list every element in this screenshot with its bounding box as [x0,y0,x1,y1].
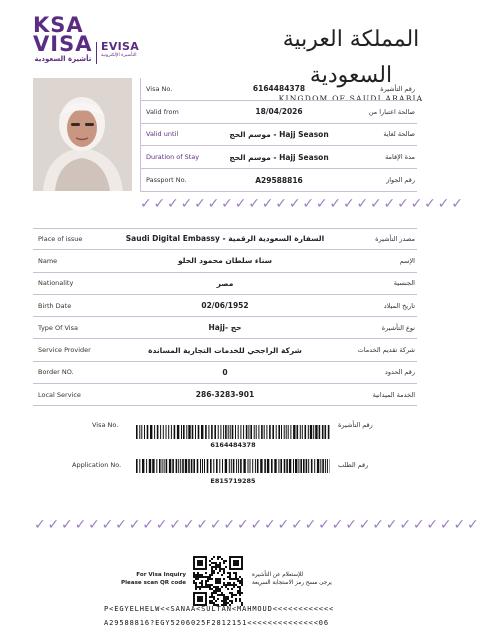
visa-detail-row [33,317,417,339]
detail-label-en: Type Of Visa [38,323,78,332]
visa-barcode [136,425,330,438]
detail-value: 02/06/1952 [201,301,249,311]
field-label-en: Valid until [146,130,179,139]
detail-value: شركة الراجحي للخدمات التجارية المساندة [148,345,302,355]
holder-photo [33,78,132,191]
field-label-en: Passport No. [146,176,187,185]
qr-instruction-ar [252,571,344,587]
application-barcode [136,459,330,472]
detail-label-ar: تاريخ الميلاد [383,301,415,310]
detail-label-ar: نوع التأشيرة [381,323,415,332]
detail-value: Hajj- حج [208,323,242,333]
detail-label-ar: الجنسية [393,279,415,288]
ksa-visa-logo [33,13,93,63]
visa-field-row [141,101,417,124]
logo-divider [96,42,97,64]
barcode-visa-label-ar: رقم التأشيرة [338,421,373,429]
field-label-ar: رقم الجواز [386,176,415,185]
detail-label-ar: الخدمة الميدانية [372,390,415,399]
field-label-en: Visa No. [146,84,173,93]
detail-label-en: Border NO. [38,368,74,377]
detail-label-ar: الإسم [399,256,415,265]
visa-detail-row [33,295,417,317]
field-label-ar: صالحة اعتبارا من [368,107,415,116]
field-value: 6164484378 [252,84,306,94]
visa-field-row [141,146,417,169]
visa-field-row [141,169,417,192]
detail-label-en: Nationality [38,279,74,288]
field-value: موسم الحج - Hajj Season [229,152,329,162]
field-label-en: Valid from [146,107,179,116]
detail-value: مصر [216,278,234,288]
field-label-ar: مدة الإقامة [385,153,415,162]
check-pattern-1: ✓✓✓✓✓✓✓✓✓✓✓✓✓✓✓✓✓✓✓✓✓✓✓✓ [140,196,465,212]
field-label-ar: صالحة لغاية [383,130,415,139]
evisa-logo-arabic: التأشيرة الإلكترونية [101,53,137,58]
qr-instruction-en [112,571,186,587]
detail-label-en: Name [38,256,58,265]
barcode-visa-label-en: Visa No. [92,421,119,429]
mrz-line-1: P<EGYELHELW<<SANAA<SULTAN<MAHMOUD<<<<<<<<<<<< [104,605,335,613]
detail-label-ar: رقم الحدود [384,368,415,377]
field-value: 18/04/2026 [255,107,303,117]
detail-label-en: Local Service [38,390,81,399]
visa-field-row [141,124,417,147]
field-label-en: Duration of Stay [146,153,200,162]
barcode-app-label-en: Application No. [72,461,122,469]
detail-label-en: Birth Date [38,301,72,310]
barcode-visa-value: 6164484378 [210,441,256,449]
qr-en-line1: For Visa Inquiry [136,572,186,578]
visa-detail-row [33,250,417,272]
kingdom-english-title: KINGDOM OF SAUDI ARABIA [278,94,424,103]
visa-field-row [141,78,417,101]
qr-ar-line1: للإستعلام عن التأشيرة [252,572,304,578]
detail-label-en: Service Provider [38,346,91,355]
visa-detail-row [33,273,417,295]
check-pattern-2: ✓✓✓✓✓✓✓✓✓✓✓✓✓✓✓✓✓✓✓✓✓✓✓✓✓✓✓✓✓✓✓✓✓ [34,517,481,533]
visa-detail-row [33,228,417,250]
evisa-logo [101,40,141,58]
mrz-line-2: A29588816?EGY5206025F2812151<<<<<<<<<<<<<<06 [104,619,330,627]
field-label-ar: رقم التأشيرة [380,84,415,93]
detail-label-ar: مصدر التأشيرة [375,234,415,243]
qr-en-line2: Please scan QR code [121,580,186,586]
ksa-logo-arabic: تأشيرة السعودية [34,55,92,63]
field-value: A29588816 [255,175,303,185]
detail-label-ar: شركة تقديم الخدمات [357,346,415,355]
detail-label-en: Place of issue [38,234,83,243]
visa-detail-row [33,340,417,362]
detail-value: Saudi Digital Embassy - السفارة السعودية الرقمية [125,234,325,244]
qr-code-icon[interactable] [193,556,243,606]
visa-detail-row [33,362,417,384]
ksa-logo-line1: KSA [33,13,84,37]
kingdom-arabic-title: المملكة العربية السعودية [282,27,420,88]
detail-value: 0 [222,367,228,377]
barcode-app-value: E815719285 [210,477,256,485]
detail-value: سناء سلطان محمود الحلو [177,256,273,266]
holder-photo-icon [33,78,132,191]
qr-ar-line2: يرجى مسح رمز الاستجابة السريعة [252,580,332,586]
visa-detail-row [33,384,417,406]
ksa-logo-line2: VISA [33,32,93,56]
barcode-app-label-ar: رقم الطلب [338,461,369,469]
evisa-logo-text: EVISA [101,40,140,53]
field-value: موسم الحج - Hajj Season [229,129,329,139]
detail-value: 286-3283-901 [195,390,255,400]
